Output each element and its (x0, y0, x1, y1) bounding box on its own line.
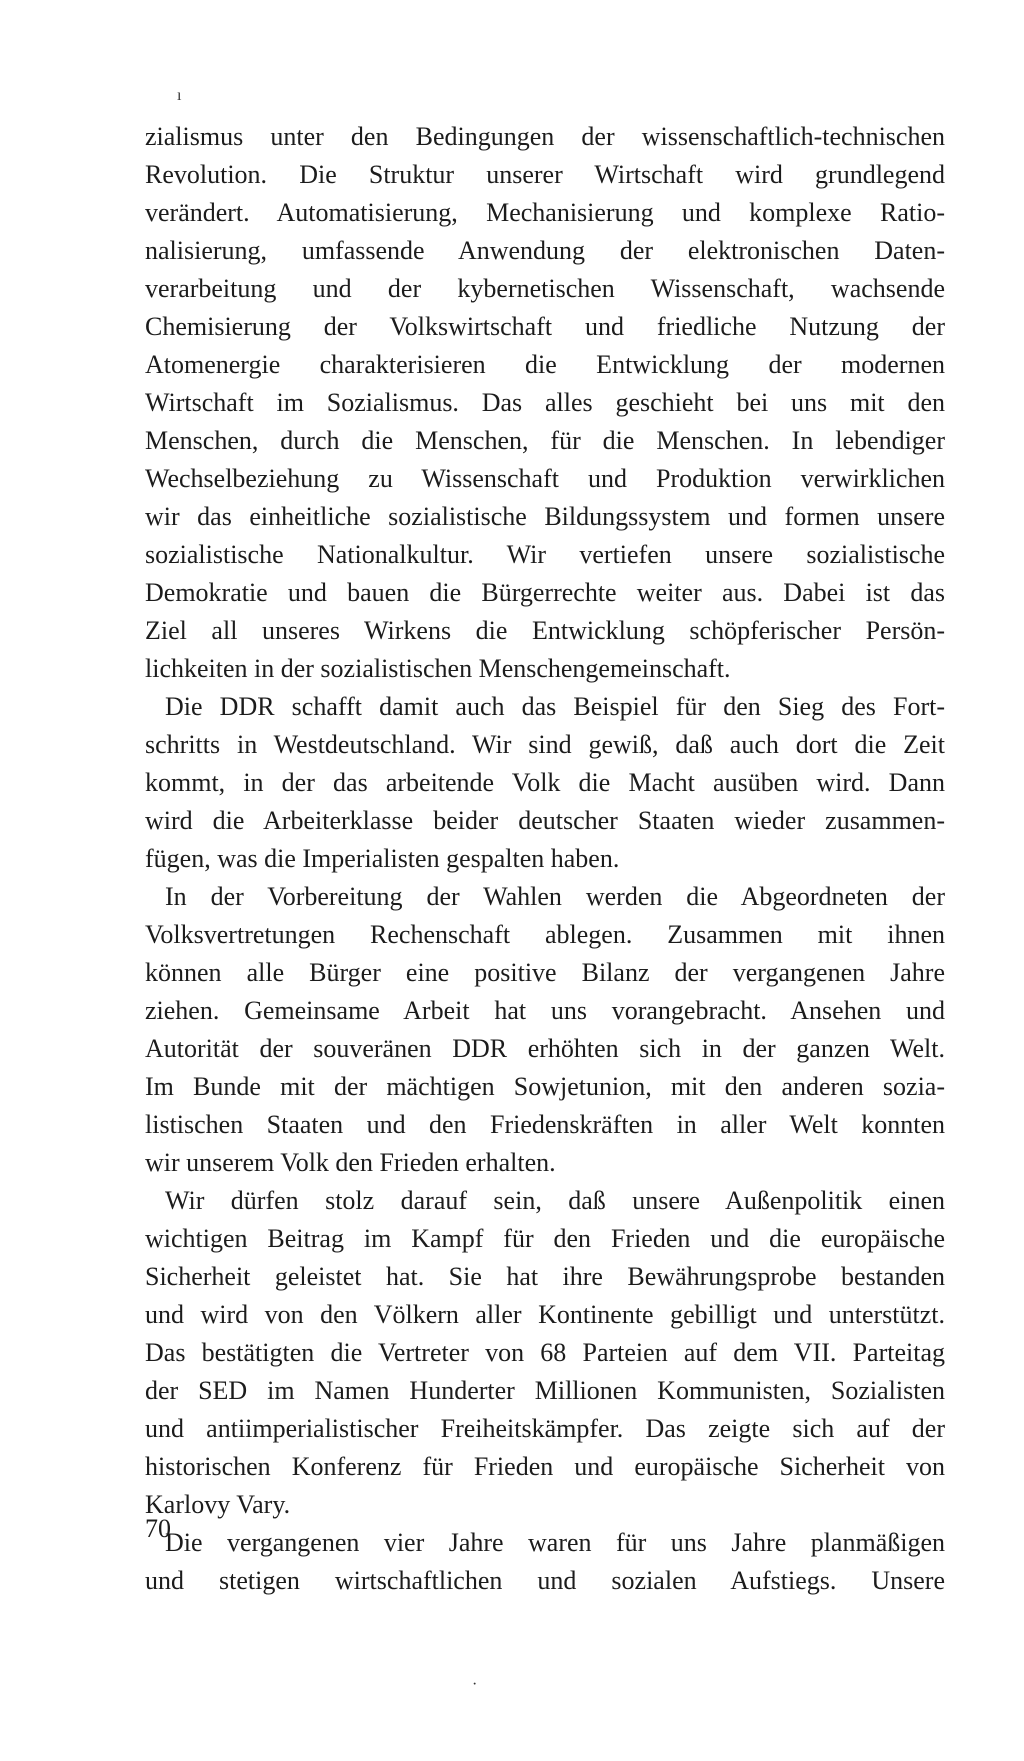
page-number: 70 (145, 1514, 171, 1543)
text-line: können alle Bürger eine positive Bilanz der vergangenen Jahre (145, 958, 945, 987)
text-line: nalisierung, umfassende Anwendung der elektronischen Daten- (145, 236, 945, 265)
text-line: Sicherheit geleistet hat. Sie hat ihre Bewährungsprobe bestanden (145, 1262, 945, 1291)
text-line: Ziel all unseres Wirkens die Entwicklung schöpferischer Persön- (145, 616, 945, 645)
text-line: und stetigen wirtschaftlichen und sozialen Aufstiegs. Unsere (145, 1566, 945, 1595)
text-line: Autorität der souveränen DDR erhöhten sich in der ganzen Welt. (145, 1034, 945, 1063)
text-line: Volksvertretungen Rechenschaft ablegen. Zusammen mit ihnen (145, 920, 945, 949)
text-line: historischen Konferenz für Frieden und europäische Sicherheit von (145, 1452, 945, 1481)
text-line: Chemisierung der Volkswirtschaft und friedliche Nutzung der (145, 312, 945, 341)
scan-mark-bottom: · (472, 1676, 478, 1693)
text-line: schritts in Westdeutschland. Wir sind gewiß, daß auch dort die Zeit (145, 730, 945, 759)
text-line: verarbeitung und der kybernetischen Wissenschaft, wachsende (145, 274, 945, 303)
text-line: Im Bunde mit der mächtigen Sowjetunion, mit den anderen sozia- (145, 1072, 945, 1101)
text-line: Menschen, durch die Menschen, für die Menschen. In lebendiger (145, 426, 945, 455)
text-line: kommt, in der das arbeitende Volk die Macht ausüben wird. Dann (145, 768, 945, 797)
text-line: wird die Arbeiterklasse beider deutscher Staaten wieder zusammen- (145, 806, 945, 835)
text-line: Die DDR schafft damit auch das Beispiel für den Sieg des Fort- (165, 692, 945, 721)
text-line: Demokratie und bauen die Bürgerrechte weiter aus. Dabei ist das (145, 578, 945, 607)
text-line: listischen Staaten und den Friedenskräften in aller Welt konnten (145, 1110, 945, 1139)
text-line: und wird von den Völkern aller Kontinente gebilligt und unterstützt. (145, 1300, 945, 1329)
text-line: Die vergangenen vier Jahre waren für uns Jahre planmäßigen (165, 1528, 945, 1557)
text-line: Wirtschaft im Sozialismus. Das alles geschieht bei uns mit den (145, 388, 945, 417)
text-line: und antiimperialistischer Freiheitskämpfer. Das zeigte sich auf der (145, 1414, 945, 1443)
text-line: Wechselbeziehung zu Wissenschaft und Produktion verwirklichen (145, 464, 945, 493)
text-line: In der Vorbereitung der Wahlen werden die Abgeordneten der (165, 882, 945, 911)
text-line: wir unserem Volk den Frieden erhalten. (145, 1148, 556, 1177)
text-line: der SED im Namen Hunderter Millionen Kommunisten, Sozialisten (145, 1376, 945, 1405)
body-text (145, 118, 945, 1600)
text-line: zialismus unter den Bedingungen der wissenschaftlich-technischen (145, 122, 945, 151)
text-line: Revolution. Die Struktur unserer Wirtschaft wird grundlegend (145, 160, 945, 189)
text-line: fügen, was die Imperialisten gespalten haben. (145, 844, 620, 873)
text-line: Atomenergie charakterisieren die Entwicklung der modernen (145, 350, 945, 379)
text-line: ziehen. Gemeinsame Arbeit hat uns vorangebracht. Ansehen und (145, 996, 945, 1025)
text-line: lichkeiten in der sozialistischen Menschengemeinschaft. (145, 654, 731, 683)
text-line: Das bestätigten die Vertreter von 68 Parteien auf dem VII. Parteitag (145, 1338, 945, 1367)
text-line: sozialistische Nationalkultur. Wir vertiefen unsere sozialistische (145, 540, 945, 569)
text-line: wir das einheitliche sozialistische Bildungssystem und formen unsere (145, 502, 945, 531)
text-line: wichtigen Beitrag im Kampf für den Frieden und die europäische (145, 1224, 945, 1253)
text-line: Karlovy Vary. (145, 1490, 291, 1519)
text-line: Wir dürfen stolz darauf sein, daß unsere Außenpolitik einen (165, 1186, 945, 1215)
scan-mark-top: ı (177, 87, 182, 104)
text-line: verändert. Automatisierung, Mechanisierung und komplexe Ratio- (145, 198, 945, 227)
